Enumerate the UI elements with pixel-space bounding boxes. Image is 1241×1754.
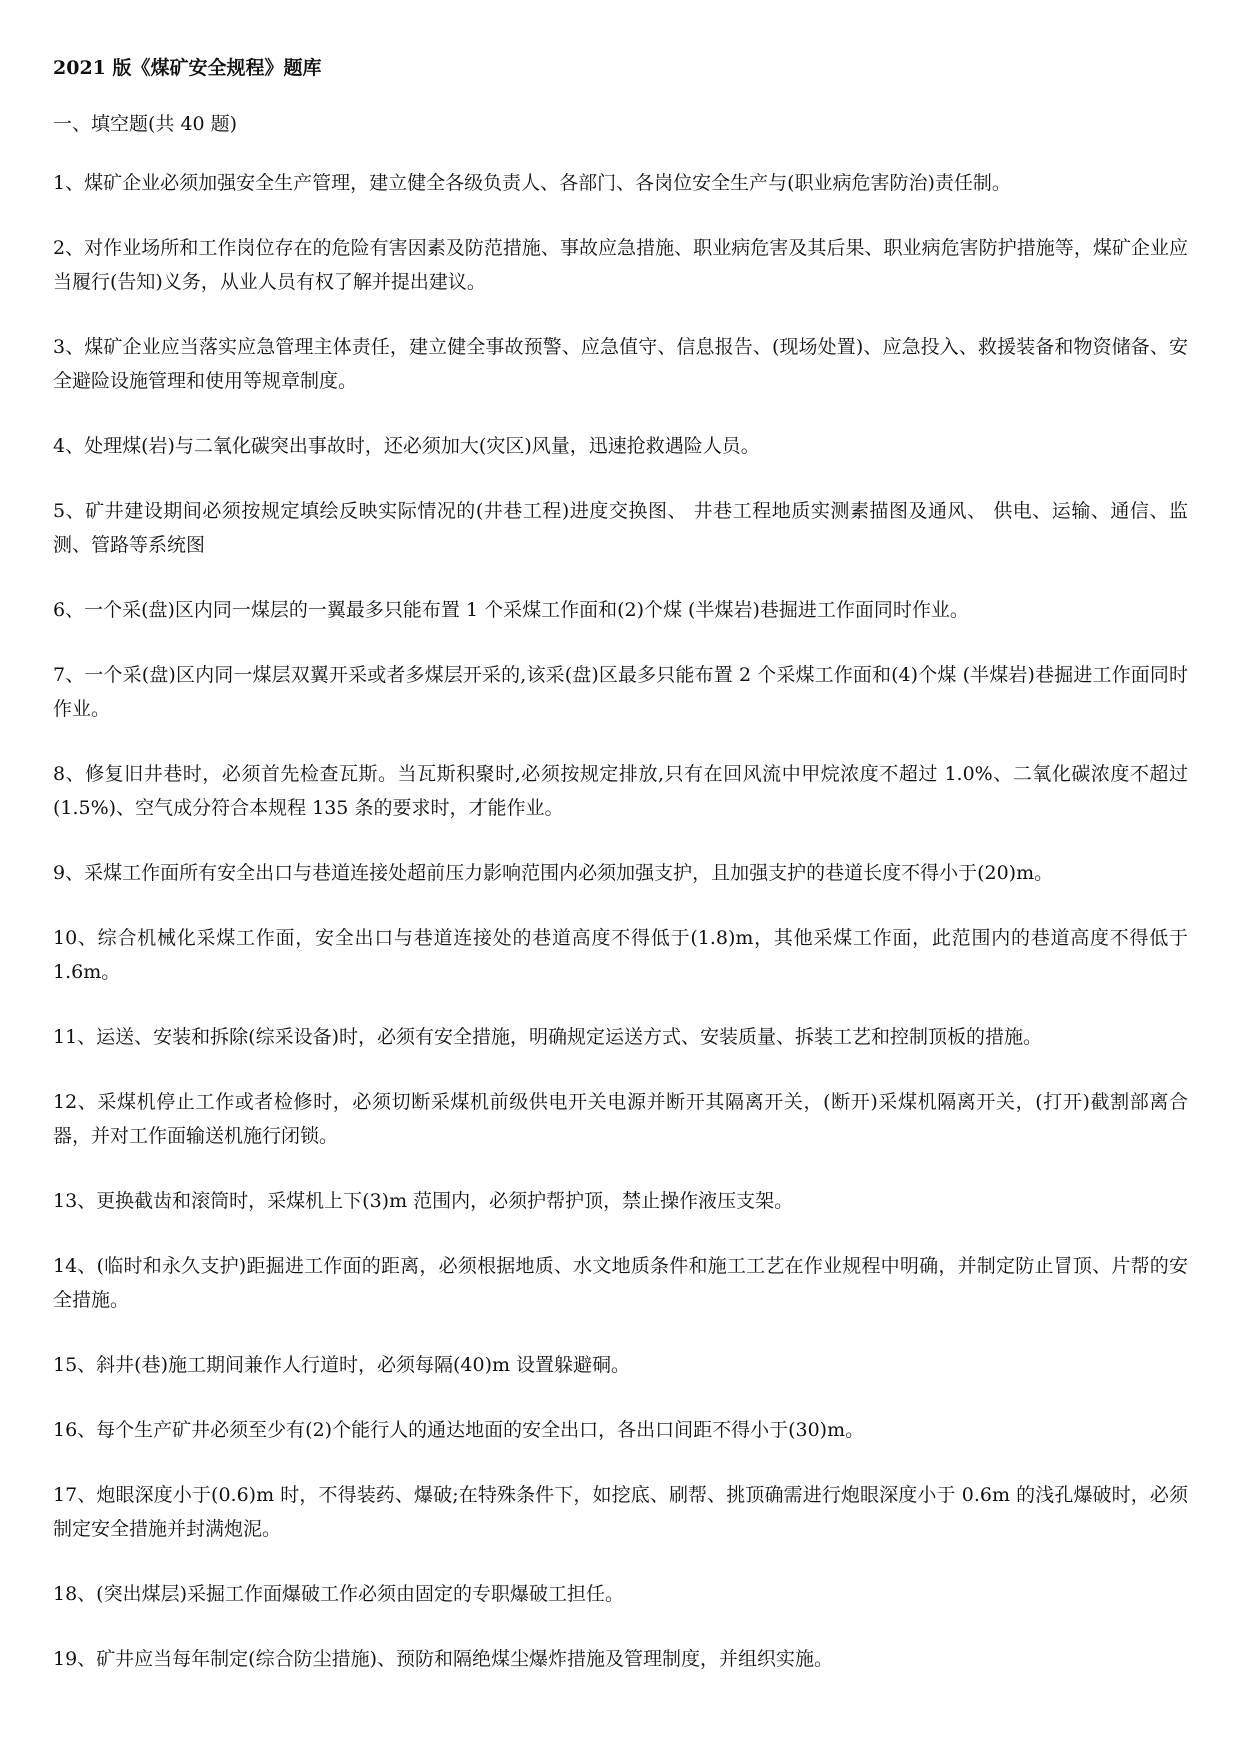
section-heading: 一、填空题(共 40 题): [53, 113, 238, 135]
question-13: 13、更换截齿和滚筒时，采煤机上下(3)m 范围内，必须护帮护顶，禁止操作液压支架。: [53, 1190, 794, 1212]
question-6: 6、一个采(盘)区内同一煤层的一翼最多只能布置 1 个采煤工作面和(2)个煤 (半煤岩)巷掘进工作面同时作业。: [53, 599, 969, 621]
question-10: 10、综合机械化采煤工作面，安全出口与巷道连接处的巷道高度不得低于(1.8)m，其他采煤工作面，此范围内的巷道高度不得低于 1.6m。: [53, 927, 1188, 983]
question-3: 3、煤矿企业应当落实应急管理主体责任，建立健全事故预警、应急值守、信息报告、(现场处置)、应急投入、救援装备和物资储备、安全避险设施管理和使用等规章制度。: [53, 336, 1188, 392]
question-1: 1、煤矿企业必须加强安全生产管理，建立健全各级负责人、各部门、各岗位安全生产与(职业病危害防治)责任制。: [53, 172, 1011, 194]
question-12: 12、采煤机停止工作或者检修时，必须切断采煤机前级供电开关电源并断开其隔离开关，(断开)采煤机隔离开关，(打开)截割部离合器，并对工作面输送机施行闭锁。: [53, 1091, 1188, 1147]
question-11: 11、运送、安装和拆除(综采设备)时，必须有安全措施，明确规定运送方式、安装质量、拆装工艺和控制顶板的措施。: [53, 1026, 1043, 1048]
question-15: 15、斜井(巷)施工期间兼作人行道时，必须每隔(40)m 设置躲避硐。: [53, 1354, 631, 1376]
question-18: 18、(突出煤层)采掘工作面爆破工作必须由固定的专职爆破工担任。: [53, 1583, 625, 1605]
question-9: 9、采煤工作面所有安全出口与巷道连接处超前压力影响范围内必须加强支护，且加强支护的巷道长度不得小于(20)m。: [53, 862, 1054, 884]
question-2: 2、对作业场所和工作岗位存在的危险有害因素及防范措施、事故应急措施、职业病危害及其后果、职业病危害防护措施等，煤矿企业应当履行(告知)义务，从业人员有权了解并提出建议。: [53, 237, 1188, 293]
question-19: 19、矿井应当每年制定(综合防尘措施)、预防和隔绝煤尘爆炸措施及管理制度，并组织实施。: [53, 1648, 834, 1670]
question-8: 8、修复旧井巷时，必须首先检查瓦斯。当瓦斯积聚时,必须按规定排放,只有在回风流中甲烷浓度不超过 1.0%、二氧化碳浓度不超过(1.5%)、空气成分符合本规程 135 条的要求时，才能作业。: [53, 763, 1188, 819]
question-7: 7、一个采(盘)区内同一煤层双翼开采或者多煤层开采的,该采(盘)区最多只能布置 2 个采煤工作面和(4)个煤 (半煤岩)巷掘进工作面同时作业。: [53, 664, 1188, 720]
question-16: 16、每个生产矿井必须至少有(2)个能行人的通达地面的安全出口，各出口间距不得小于(30)m。: [53, 1419, 865, 1441]
question-5: 5、矿井建设期间必须按规定填绘反映实际情况的(井巷工程)进度交换图、 井巷工程地质实测素描图及通风、 供电、运输、通信、监测、管路等系统图: [53, 500, 1188, 556]
question-17: 17、炮眼深度小于(0.6)m 时，不得装药、爆破;在特殊条件下，如挖底、刷帮、挑顶确需进行炮眼深度小于 0.6m 的浅孔爆破时，必须制定安全措施并封满炮泥。: [53, 1484, 1188, 1540]
question-14: 14、(临时和永久支护)距掘进工作面的距离，必须根据地质、水文地质条件和施工工艺在作业规程中明确，并制定防止冒顶、片帮的安全措施。: [53, 1255, 1188, 1311]
document-page: [53, 54, 1188, 1707]
document-title: 2021 版《煤矿安全规程》题库: [53, 57, 322, 79]
question-4: 4、处理煤(岩)与二氧化碳突出事故时，还必须加大(灾区)风量，迅速抢救遇险人员。: [53, 435, 760, 457]
